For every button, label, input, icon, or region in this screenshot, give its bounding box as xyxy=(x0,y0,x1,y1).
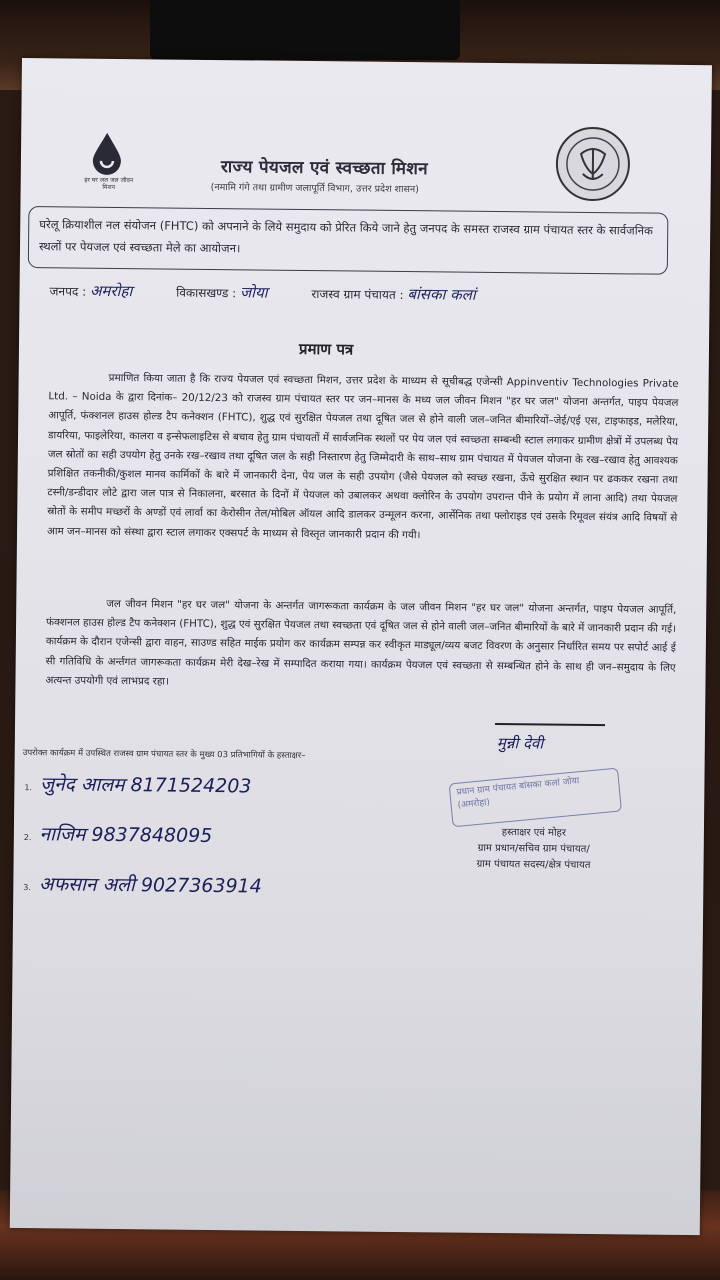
participant-number: 3. xyxy=(23,883,32,893)
participant-signature-1 xyxy=(24,770,251,798)
certificate-paragraph-2: जल जीवन मिशन "हर घर जल" योजना के अन्तर्गत जागरूकता कार्यक्रम के जल जीवन मिशन "हर घर जल" योजना अन्तर्गत, पाइप पेयजल आपूर्ति, फंक्शनल हाउस होल्ड टैप कनेक्शन (FHTC), शुद्ध एवं सुरक्षित पेयजल तथा स्वच्छता एवं दूषित जल से होने वाली जल–जनित बीमारियों के बारे में जानकारी प्रदान की गई। कार्यक्रम के दौरान एजेन्सी द्वारा वाहन, साउण्ड सहित माईक प्रयोग कर कार्यक्रम सम्पन्न कर स्वीकृत माड्यूल/व्यय बजट विवरण के अनुसार निर्धारित समय पर सपोर्ट आई ई सी गतिविधि के अर्न्तगत जागरूकता कार्यक्रम मेरी देख–रेख में सम्पादित कराया गया। कार्यक्रम पेयजल एवं स्वच्छता से सम्बन्धित होने के साथ ही जन–समुदाय के लिए अत्यन्त उपयोगी एवं लाभप्रद रहा। xyxy=(45,597,677,688)
block-label: विकासखण्ड : xyxy=(176,285,237,301)
panchayat-value: बांसका कलां xyxy=(407,285,476,304)
location-row xyxy=(49,280,475,304)
org-title: राज्य पेयजल एवं स्वच्छता मिशन xyxy=(220,157,428,180)
event-banner: घरेलू क्रियाशील नल संयोजन (FHTC) को अपनाने के लिये समुदाय को प्रेरित किये जाने हेतु जनपद के समस्त राजस्व ग्राम पंचायत स्तर के सार्वजनिक स्थलों पर पेयजल एवं स्वच्छता मेले का आयोजन। xyxy=(28,206,669,275)
signature-line xyxy=(495,723,605,726)
signer-block xyxy=(433,824,633,874)
org-subtitle: (नमामि गंगे तथा ग्रामीण जलापूर्ति विभाग, उत्तर प्रदेश शासन) xyxy=(210,181,419,196)
district-value: अमरोहा xyxy=(89,281,133,301)
participant-text: अफसान अली 9027363914 xyxy=(38,873,262,898)
participant-text: जुनेद आलम 8171524203 xyxy=(39,773,252,798)
participant-signature-2 xyxy=(24,820,213,848)
panchayat-label: राजस्व ग्राम पंचायत : xyxy=(311,287,404,303)
participant-text: नाजिम 9837848095 xyxy=(39,823,213,848)
up-govt-emblem-icon xyxy=(553,124,634,205)
participant-number: 2. xyxy=(23,833,32,843)
block-value: जोया xyxy=(239,283,268,302)
signer-line-3: ग्राम पंचायत सदस्य/क्षेत्र पंचायत xyxy=(476,858,591,871)
participant-signature-3 xyxy=(23,870,262,898)
participant-number: 1. xyxy=(24,783,33,793)
signer-line-1: हस्ताक्षर एवं मोहर xyxy=(501,827,567,839)
logo-tagline: हर घर जल जल जीवन मिशन xyxy=(84,176,134,191)
signer-line-2: ग्राम प्रधान/सचिव ग्राम पंचायत/ xyxy=(477,842,590,855)
certificate-paragraph-1: प्रमाणित किया जाता है कि राज्य पेयजल एवं स्वच्छता मिशन, उत्तर प्रदेश के माध्यम से सूचीबद्ध एजेन्सी Appinventiv Technologies Private Ltd. – Noida के द्वारा दिनांक– 20/12/23 को राजस्व ग्राम पंचायत स्तर पर जन–मानस के मध्य जल जीवन मिशन "हर घर जल" योजना अन्तर्गत, पाइप पेयजल आपूर्ति, फंक्शनल हाउस होल्ड टैप कनेक्शन (FHTC), शुद्ध एवं सुरक्षित पेयजल तथा दूषित जल से होने वाली जल–जनित बीमारियों–जेई/एई एस, टाइफाइड, मलेरिया, डायरिया, फाइलेरिया, कालरा व इन्सेफलाइटिस से बचाव हेतु ग्राम पंचायतों में सार्वजनिक स्थलों पर पेय जल एवं स्वच्छता सम्बन्धी स्टाल लगाकर ग्रामीण क्षेत्रों में उपलब्ध पेय जल स्रोतों का सही उपयोग हेतु उनके रख–रखाव तथा दूषित जल के सही निस्तारण हेतु जिम्मेदारी के साथ–साथ ग्राम पंचायत में पेयजल योजना के रख–रखाव हेतु आवश्यक प्रशिक्षित तकनीकी/कुशल मानव कार्मिकों के बारे में जानकारी देना, पेय जल के सही उपयोग (जैसे पेयजल को स्वच्छ रखना, ऊँचे सुरक्षित स्थान पर ढककर रखना तथा टस्नी/डन्डीदार लोटे द्वारा जल पात्र से निकालना, बरसात के दिनों में पेयजल को उबालकर अथवा क्लोरिन के उपयोग उपरान्त पीने के प्रयोग में लाना आदि) तथा पेयजल स्रोतों के समीप मच्छरों के अण्डों एवं लार्वा का केरोसीन तेल/मोबिल ऑयल आदि डालकर उन्मूलन करना, आर्सेनिक तथा फ्लोराइड एवं उसके रिमूवल संयंत्र आदि विषयों से आम जन–मानस को संस्था द्वारा स्टाल लगाकर एक्सपर्ट के माध्यम से विस्तृत जानकारी प्रदान की गयी। xyxy=(46,371,679,541)
pradhan-signature: मुन्नी देवी xyxy=(496,734,544,753)
certificate-heading: प्रमाण पत्र xyxy=(298,339,354,359)
participants-label: उपरोक्त कार्यक्रम में उपस्थित राजस्व ग्राम पंचायत स्तर के मुख्य 03 प्रतिभागियों के हस्ताक्षर– xyxy=(22,748,306,762)
document-paper xyxy=(10,58,712,1235)
official-stamp: प्रधान ग्राम पंचायत बांसका कलां जोया (अमरोहा) xyxy=(449,768,622,828)
background-phone xyxy=(150,0,460,60)
district-label: जनपद : xyxy=(49,284,87,299)
